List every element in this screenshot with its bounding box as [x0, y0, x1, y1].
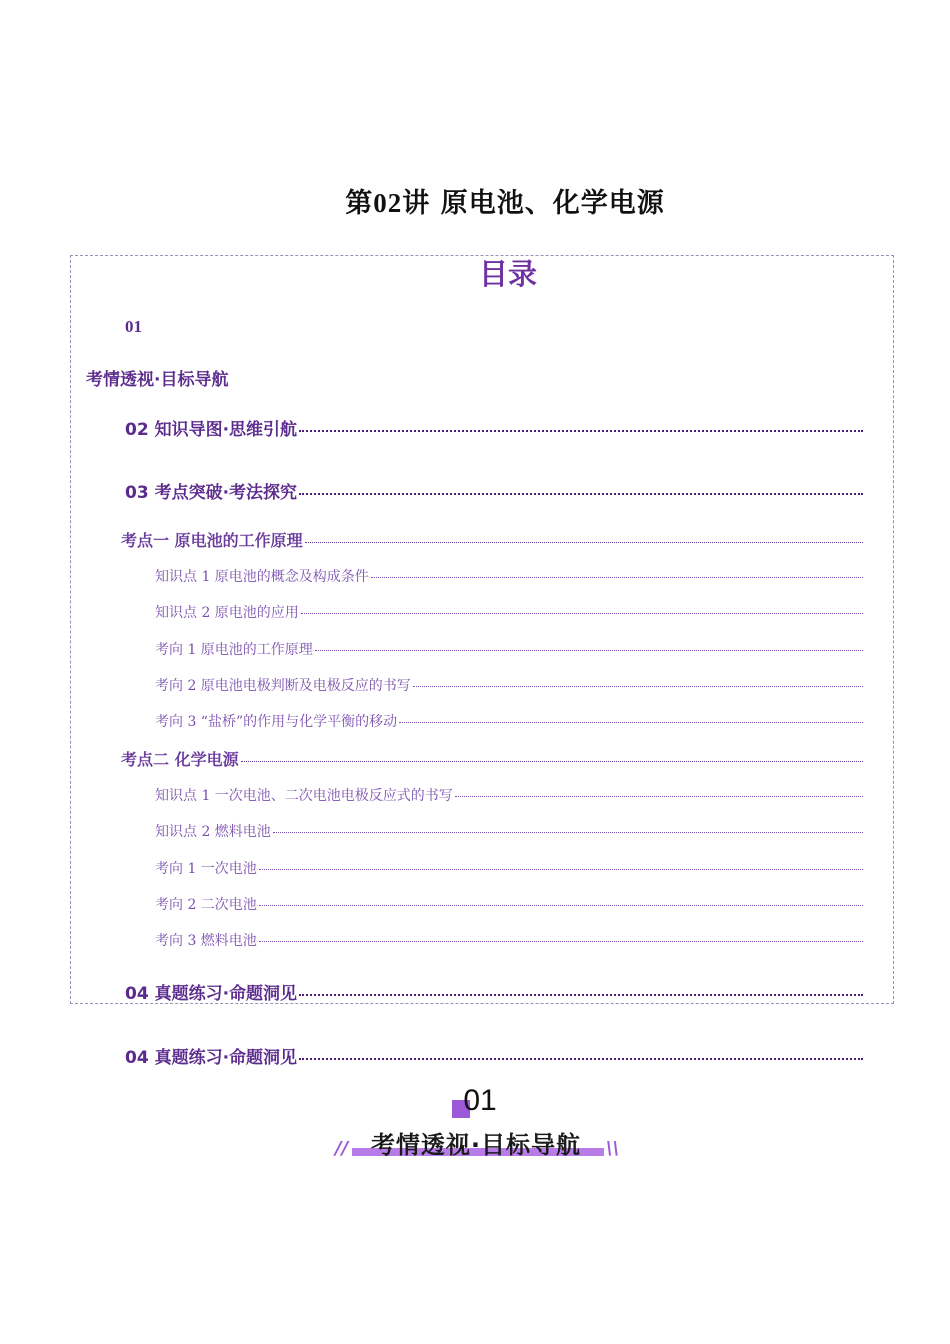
title-text: 讲 原电池、化学电源 — [402, 188, 665, 219]
toc-entry-label: 考向 3 “盐桥”的作用与化学平衡的移动 — [155, 714, 398, 730]
toc-entry-label: 考点二 化学电源 — [121, 750, 239, 769]
toc-entry[interactable] — [155, 639, 863, 659]
leader-dots — [259, 939, 863, 942]
toc-entry[interactable] — [155, 785, 863, 805]
toc-entry-label: 考点一 原电池的工作原理 — [121, 531, 303, 550]
banner-number: 01 — [463, 1084, 497, 1117]
toc-entry[interactable] — [121, 747, 863, 770]
leader-dots — [299, 992, 863, 996]
toc-entry-label: 知识点 1 一次电池、二次电池电极反应式的书写 — [155, 788, 453, 804]
toc-entry[interactable] — [125, 979, 863, 1004]
banner-title: 考情透视·目标导航 — [370, 1131, 582, 1159]
leader-dots — [241, 759, 863, 762]
leader-dots — [299, 1056, 863, 1060]
toc-entry-label: 考向 2 原电池电极判断及电极反应的书写 — [155, 678, 411, 694]
leader-dots — [305, 540, 863, 543]
toc-entry-label: 考向 1 原电池的工作原理 — [155, 642, 313, 658]
toc-entry[interactable] — [155, 930, 863, 950]
banner-right-mark: \\ — [606, 1138, 620, 1159]
toc-entry[interactable] — [125, 478, 863, 503]
toc-entry[interactable] — [155, 858, 863, 878]
toc-entry[interactable] — [155, 821, 863, 841]
toc-entry[interactable] — [155, 711, 863, 731]
leader-dots — [273, 830, 863, 833]
toc-entry-outside[interactable] — [125, 1043, 863, 1068]
leader-dots — [259, 867, 863, 870]
toc-entry-label: 考向 1 一次电池 — [155, 861, 257, 877]
leader-dots — [455, 794, 863, 797]
leader-dots — [301, 611, 863, 614]
toc-entry[interactable] — [121, 528, 863, 551]
leader-dots — [259, 903, 863, 906]
toc-entry-label: 知识点 2 原电池的应用 — [155, 605, 299, 621]
toc-entry[interactable] — [155, 894, 863, 914]
title-number: 02 — [373, 188, 403, 218]
toc-entry-label: 02 知识导图·思维引航 — [125, 420, 298, 440]
title-prefix: 第 — [345, 188, 374, 219]
leader-dots — [371, 575, 863, 578]
toc-entry-label: 04 真题练习·命题洞见 — [125, 1048, 298, 1068]
toc-entry-label: 04 真题练习·命题洞见 — [125, 984, 298, 1004]
toc-heading: 目录 — [478, 257, 537, 291]
toc-entry-label: 03 考点突破·考法探究 — [125, 483, 298, 503]
toc-entry-label: 考向 3 燃料电池 — [155, 933, 257, 949]
toc-item-01-number: 01 — [125, 317, 142, 336]
leader-dots — [299, 491, 863, 495]
document-title — [0, 181, 950, 220]
leader-dots — [413, 684, 863, 687]
leader-dots — [299, 428, 863, 432]
toc-entry[interactable] — [155, 675, 863, 695]
leader-dots — [399, 720, 863, 723]
toc-entry[interactable] — [155, 566, 863, 586]
toc-item-01-text[interactable]: 考情透视·目标导航 — [86, 370, 229, 390]
toc-entry-label: 知识点 2 燃料电池 — [155, 824, 271, 840]
toc-entry-label: 考向 2 二次电池 — [155, 897, 257, 913]
toc-entry[interactable] — [155, 602, 863, 622]
leader-dots — [315, 648, 863, 651]
toc-entry[interactable] — [125, 415, 863, 440]
banner-left-mark: // — [335, 1138, 349, 1159]
toc-entry-label: 知识点 1 原电池的概念及构成条件 — [155, 569, 369, 585]
